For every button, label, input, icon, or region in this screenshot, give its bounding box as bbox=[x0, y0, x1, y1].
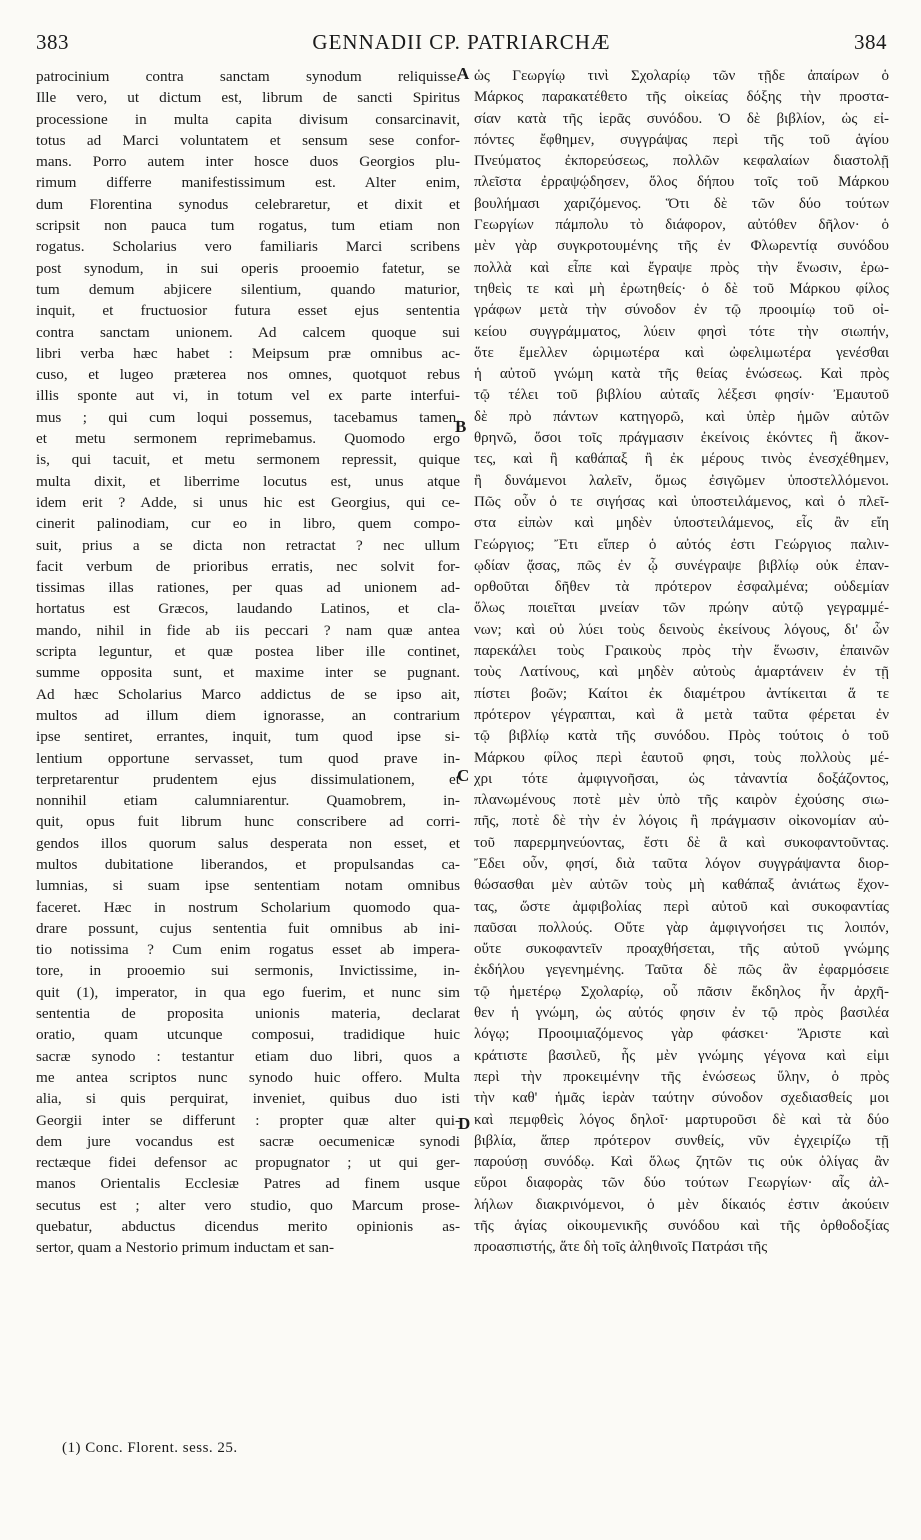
latin-text-line: contra sanctam unionem. Ad calcem quoque sui bbox=[36, 323, 460, 341]
greek-text-line: πῆς, ποτὲ δὲ τὴν ἐν λόγοις ἢ πράγμασιν οἰκονομίαν αὐ- bbox=[474, 813, 889, 830]
latin-text-line: Ille vero, ut dictum est, librum de sancti Spiritus bbox=[36, 89, 460, 107]
latin-text-line: rectæque fidei defensor ac propugnator ; ut qui ger- bbox=[36, 1154, 460, 1172]
latin-text-line: manos Orientalis Ecclesiæ Patres ad finem usque bbox=[36, 1175, 460, 1193]
greek-text-line: τῷ τέλει τοῦ βιβλίου αὐταῖς λέξεσι φησίν· Ἐμαυτοῦ bbox=[474, 387, 889, 404]
section-marker-a: A bbox=[457, 64, 470, 83]
latin-text-line: drare possunt, cujus sententia fuit omnibus ab ini- bbox=[36, 919, 460, 937]
latin-text-line: sententia de proposita unionis materia, declarat bbox=[36, 1005, 460, 1023]
greek-text-line: Μάρκος παρακατέθετο τῆς οἰκείας δόξης τὴν προστα- bbox=[474, 89, 889, 106]
latin-text-line: dem jure vocandus est sacræ oecumenicæ synodi bbox=[36, 1132, 460, 1150]
greek-text-line: ὡς Γεωργίῳ τινὶ Σχολαρίῳ τῶν τῇδε ἀπαίρων ὁ bbox=[474, 68, 889, 84]
latin-text-line: idem erit ? Adde, si unus hic est Georgius, qui ce- bbox=[36, 493, 460, 511]
greek-text-line: τῷ ἡμετέρῳ Σχολαρίῳ, οὗ πᾶσιν ἔκδηλος ἦν ἀρχῆ- bbox=[474, 983, 889, 1000]
latin-text-line: illis sponte aut vi, in totum vel ex parte interfui- bbox=[36, 387, 460, 405]
greek-text-line: σίαν κατὰ τῆς ἱερᾶς συνόδου. Ὁ δὲ βιβλίον, ὡς εἰ- bbox=[474, 110, 889, 127]
greek-text-line: γράφων μετὰ τὴν σύνοδον ἐν τῷ προοιμίῳ τοῦ οἰ- bbox=[474, 302, 889, 319]
section-marker-c: C bbox=[457, 766, 470, 785]
greek-text-line: τηθεὶς τε καὶ μὴ ἐρωτηθείς· ὁ δὲ τοῦ Μάρκου φίλος bbox=[474, 280, 889, 297]
latin-text-line: multos ad illum diem ignorasse, an contrarium bbox=[36, 706, 460, 724]
greek-text-line: παρούσῃ συνόδῳ. Καὶ ὅλως ζητῶν τις οὐκ ὀλίγας ἂν bbox=[474, 1154, 889, 1171]
running-title: GENNADII CP. PATRIARCHÆ bbox=[312, 30, 611, 54]
latin-text-line: nonnihil etiam calumniarentur. Quamobrem, in- bbox=[36, 792, 460, 810]
latin-text-line: cuso, et lugeo præterea nos omnes, quotquot rebus bbox=[36, 366, 460, 384]
latin-text-line: is, qui tacuit, et metu sermonem repressit, quique bbox=[36, 451, 460, 469]
greek-text-line: Μάρκου φίλος περὶ ἑαυτοῦ φησι, τοὺς πολλοὺς μέ- bbox=[474, 749, 889, 766]
greek-text-line: ἡ αὐτοῦ γνώμη κατὰ τῆς θείας ἑνώσεως. Καὶ πρὸς bbox=[474, 366, 889, 383]
greek-text-line: παρεκάλει τοὺς Γραικοὺς πρὸς τὴν ἕνωσιν, ἐπαινῶν bbox=[474, 643, 889, 660]
greek-text-line: πλανωμένους ποτὲ μὲν ὑπὸ τῆς καιρὸν ἐχούσης σιω- bbox=[474, 792, 889, 809]
latin-text-line: sacræ synodo : testantur etiam duo libri, quos a bbox=[36, 1047, 460, 1065]
greek-text-line: ῳδίαν ᾄσας, πῶς ἐν ᾧ συνέγραψε βιβλίῳ οὐκ ἐπαν- bbox=[474, 557, 889, 574]
greek-text-line: ἢ δυνάμενοι λαλεῖν, ὅμως ἐσιγῶμεν ὑποστελλόμενοι. bbox=[474, 472, 889, 489]
latin-text-line: libri verba hæc habet : Meipsum præ omnibus ac- bbox=[36, 344, 460, 362]
latin-text-line: mans. Porro autem inter hosce duos Georgios plu- bbox=[36, 153, 460, 171]
greek-text-line: προασπιστής, ἅτε δὴ τοῖς ἀληθινοῖς Πατράσι τῆς bbox=[474, 1239, 768, 1256]
latin-text-line: me antea scriptos nunc synodo huic offero. Multa bbox=[36, 1068, 460, 1086]
latin-column bbox=[36, 66, 460, 1259]
latin-text-line: mando, nihil in fide ab iis peccari ? nam quæ antea bbox=[36, 621, 460, 639]
latin-text-line: secutus est ; alter vero studio, quo Marcum prose- bbox=[36, 1196, 460, 1214]
greek-text-line: Ἔδει οὖν, φησί, διὰ ταῦτα λόγον συγγράψαντα διορ- bbox=[474, 855, 889, 872]
latin-text-line: Ad hæc Scholarius Marco addictus de se ipso ait, bbox=[36, 685, 460, 703]
greek-text-line: θρηνῶ, ὅσοι τοῖς πράγμασιν ἐκείνοις ἑκόντες ἢ ἄκον- bbox=[474, 430, 889, 447]
greek-text-line: Γεωργίων πάμπολυ τὸ διάφορον, αὐτόθεν δῆλον· ὁ bbox=[474, 217, 889, 234]
greek-text-line: θεν ἡ γνώμη, ὡς αὐτός φησιν ἐν τῷ πρὸς βασιλέα bbox=[474, 1005, 889, 1022]
greek-text-line: τῆς ἁγίας οἰκουμενικῆς συνόδου καὶ τῆς ὀρθοδοξίας bbox=[474, 1218, 889, 1235]
latin-text-line: patrocinium contra sanctam synodum reliquisse. bbox=[36, 68, 460, 85]
greek-text-line: καὶ πεμφθεὶς λόγος δηλοῖ· μαρτυροῦσι δὲ καὶ τὰ δύο bbox=[474, 1111, 889, 1128]
latin-text-line: rogatus. Scholarius vero familiaris Marci scribens bbox=[36, 238, 460, 256]
greek-text-line: μὲν γὰρ συγκροτουμένης τῆς ἐν Φλωρεντίᾳ συνόδου bbox=[474, 238, 889, 255]
greek-text-line: δὲ πρὸ πάντων κατηγορῶ, καὶ ὑπὲρ ἡμῶν αὐτῶν bbox=[474, 408, 889, 425]
greek-text-line: ορθοῦται δῆθεν τὰ πρότερον ἐσφαλμένα; οὐδεμίαν bbox=[474, 579, 889, 596]
latin-text-line: multos dubitatione liberandos, et propulsandas ca- bbox=[36, 855, 460, 873]
latin-text-line: multa dixit, et liberrime locutus est, unus atque bbox=[36, 472, 460, 490]
latin-text-line: Georgii inter se differunt : propter quæ alter qui- bbox=[36, 1111, 460, 1129]
latin-text-line: alia, si quis perquirat, inveniet, quibus duo isti bbox=[36, 1090, 460, 1108]
greek-text-line: τὴν καθ' ἡμᾶς ἱερὰν ταύτην σύνοδον σχεδιασθείς μοι bbox=[474, 1090, 889, 1107]
latin-text-line: dum Florentina synodus celebraretur, et dixit et bbox=[36, 195, 460, 213]
latin-text-line: tore, in prooemio sui sermonis, Invictissime, in- bbox=[36, 962, 460, 980]
latin-text-line: gendos illos quorum salus desperata non esset, et bbox=[36, 834, 460, 852]
greek-text-line: ὅτε ἔμελλεν ὡριμωτέρα καὶ ὠφελιμωτέρα γενέσθαι bbox=[474, 344, 889, 361]
latin-text-line: mus ; qui cum loqui possemus, tacebamus tamen, bbox=[36, 408, 460, 426]
greek-text-line: τοὺς Λατίνους, καὶ μηδὲν αὐτοὺς ἁμαρτάνειν ἐν τῇ bbox=[474, 664, 889, 681]
greek-text-line: πολλὰ καὶ εἶπε καὶ ἔγραψε πρὸς τὴν ἕνωσιν, ἐρω- bbox=[474, 259, 889, 276]
greek-text-line: πόντες ἔφθημεν, συγγράψας περὶ τῆς τοῦ ἁγίου bbox=[474, 131, 889, 148]
latin-text-line: quebatur, abductus dicendus merito opinionis as- bbox=[36, 1218, 460, 1236]
latin-text-line: tio notissima ? Cum enim rogatus esset ab impera- bbox=[36, 941, 460, 959]
greek-text-line: κράτιστε βασιλεῦ, ἧς μὲν γνώμης γέγονα καὶ εἰμι bbox=[474, 1047, 889, 1064]
latin-text-line: tissimas illas rationes, per quas ad unionem ad- bbox=[36, 579, 460, 597]
latin-text-line: lentium opportune servasset, tum quod prave in- bbox=[36, 749, 460, 767]
greek-text-line: τῷ βιβλίῳ κατὰ τῆς συνόδου. Πρὸς τούτοις ὁ τοῦ bbox=[474, 728, 889, 745]
running-header bbox=[36, 30, 887, 60]
greek-column bbox=[474, 66, 889, 1259]
section-marker-d: D bbox=[458, 1114, 471, 1133]
greek-text-line: Πῶς οὖν ὁ τε σιγήσας καὶ ὑποστειλάμενος, καὶ ὁ πλεῖ- bbox=[474, 493, 889, 510]
latin-text-line: terpretarentur prudentem ejus dissimulationem, et bbox=[36, 770, 460, 788]
greek-text-line: ὅλως ποιεῖται μνείαν τῶν πρώην αὐτῷ γεγραμμέ- bbox=[474, 600, 889, 617]
latin-text-line: facit verbum de prioribus erratis, nec solvit for- bbox=[36, 557, 460, 575]
greek-text-line: ἐκδήλου γεγενημένης. Ταῦτα δὲ πῶς ἂν ἐφαρμόσειε bbox=[474, 962, 889, 979]
page-number-right: 384 bbox=[854, 30, 887, 54]
greek-text-line: θώσασθαι μὲν αὐτῶν τοὺς μὴ καθάπαξ ἀνιάτως ἔχον- bbox=[474, 877, 889, 894]
latin-text-line: summe opposita sunt, et maxime inter se pugnant. bbox=[36, 664, 460, 682]
section-marker-b: B bbox=[455, 417, 467, 436]
latin-text-line: rimum differre manifestissimum est. Alter enim, bbox=[36, 174, 460, 192]
latin-text-line: lumnias, si suam ipse sententiam notam omnibus bbox=[36, 877, 460, 895]
greek-text-line: λόγῳ; Προοιμιαζόμενος γὰρ φάσκει· Ἄριστε καὶ bbox=[474, 1026, 889, 1043]
greek-text-line: πίστει βοῶν; Καίτοι ἐκ διαμέτρου ἀντίκειται ἅ τε bbox=[474, 685, 889, 702]
greek-text-line: κείου συγγράμματος, λύειν φησὶ τότε τὴν σιωπήν, bbox=[474, 323, 889, 340]
latin-text-line: inquit, et fructuosior futura esset ejus sententia bbox=[36, 302, 460, 320]
greek-text-line: περὶ τὴν προκειμένην τῆς ἑνώσεως ὕλην, ὁ πρὸς bbox=[474, 1068, 889, 1085]
greek-text-line: βουλήμασι χαριζόμενος. Ὅτι δὲ τῶν δύο τούτων bbox=[474, 195, 889, 212]
latin-text-line: et metu sermonem reprimebamus. Quomodo ergo bbox=[36, 430, 460, 448]
greek-text-line: χρι τότε ἀμφιγνοῆσαι, ὡς τἀναντία δοξάζοντος, bbox=[474, 770, 889, 787]
page-number-left: 383 bbox=[36, 30, 69, 54]
greek-text-line: οὔτε συκοφαντεῖν προαχθήσεται, τῆς αὐτοῦ γνώμης bbox=[474, 941, 889, 958]
latin-text-line: quit (1), imperator, in qua ego fuerim, et nunc sim bbox=[36, 983, 460, 1001]
greek-text-line: παῦσαι πολλούς. Οὔτε γὰρ ἀμφιγνοήσει τις λοιπόν, bbox=[474, 919, 889, 936]
greek-text-line: νων; καὶ οὐ λύει τοὺς δεινοὺς ἐκείνους λόγους, δι' ὧν bbox=[474, 621, 889, 638]
latin-text-line: suit, prius a se dicta non retractat ? nec ullum bbox=[36, 536, 460, 554]
latin-text-line: hortatus est Græcos, laudando Latinos, et cla- bbox=[36, 600, 460, 618]
footnote: (1) Conc. Florent. sess. 25. bbox=[62, 1440, 238, 1456]
greek-text-line: τας, ὥστε ἀμφιβολίας περὶ αὐτοῦ καὶ συκοφαντίας bbox=[474, 898, 889, 915]
latin-text-line: scripta leguntur, et quæ postea liber ille continet, bbox=[36, 643, 460, 661]
latin-text-line: oratio, quam utcunque composui, tradidique huic bbox=[36, 1026, 460, 1044]
greek-text-line: εὕροι διαφορὰς τῶν δύο τούτων Γεωργίων· αἷς ἀλ- bbox=[474, 1175, 889, 1192]
greek-text-line: στα εἰπὼν καὶ μηδὲν ὑποστειλάμενος, εἷς ἂν εἴη bbox=[474, 515, 889, 532]
latin-text-line: quit, opus fuit librum hunc conscribere ad corri- bbox=[36, 813, 460, 831]
latin-text-line: scripsit non pauca tum rogatus, tum etiam non bbox=[36, 217, 460, 235]
latin-text-line: processione in multa capita divisum consarcinavit, bbox=[36, 110, 460, 128]
greek-text-line: τες, καὶ ἢ καθάπαξ ἢ ἐκ μέρους τινὸς ἐνεσχέθημεν, bbox=[474, 451, 889, 468]
latin-text-line: totus ad Marci voluntatem et sensum sese confor- bbox=[36, 131, 460, 149]
greek-text-line: πρότερον γέγραπται, καὶ ἃ μετὰ ταῦτα φέρεται ἐν bbox=[474, 706, 889, 723]
greek-text-line: λήλων διακρινόμενοι, ὁ μὲν δίκαιός ἐστιν ἀκούειν bbox=[474, 1196, 889, 1213]
latin-text-line: ipse sentiret, errantes, inquit, tum quod ipse si- bbox=[36, 728, 460, 746]
greek-text-line: βιβλία, ἅπερ πρότερον συνθείς, νῦν ἐγχειρίζω τῇ bbox=[474, 1132, 889, 1149]
latin-text-line: tum demum abjicere silentium, quando maturior, bbox=[36, 280, 460, 298]
latin-text-line: cinerit palinodiam, cur eo in libro, quem compo- bbox=[36, 515, 460, 533]
greek-text-line: πλεῖστα ἐρραψῴδησεν, ὅλος δήπου τοῖς τοῦ Μάρκου bbox=[474, 174, 889, 191]
latin-text-line: faceret. Hæc in nostrum Scholarium quomodo qua- bbox=[36, 898, 460, 916]
greek-text-line: Γεώργιος; Ἔτι εἴπερ ὁ αὐτός ἐστι Γεώργιος παλιν- bbox=[474, 536, 889, 553]
latin-text-line: sertor, quam a Nestorio primum inductam et san- bbox=[36, 1239, 335, 1257]
latin-text-line: post synodum, in sui operis prooemio fatetur, se bbox=[36, 259, 460, 277]
greek-text-line: Πνεύματος ἐκπορεύσεως, πολλῶν κεφαλαίων διαστολῇ bbox=[474, 153, 889, 170]
greek-text-line: τοῦ παρερμηνεύοντας, ἔστι δὲ ἃ καὶ συκοφαντοῦντας. bbox=[474, 834, 889, 851]
